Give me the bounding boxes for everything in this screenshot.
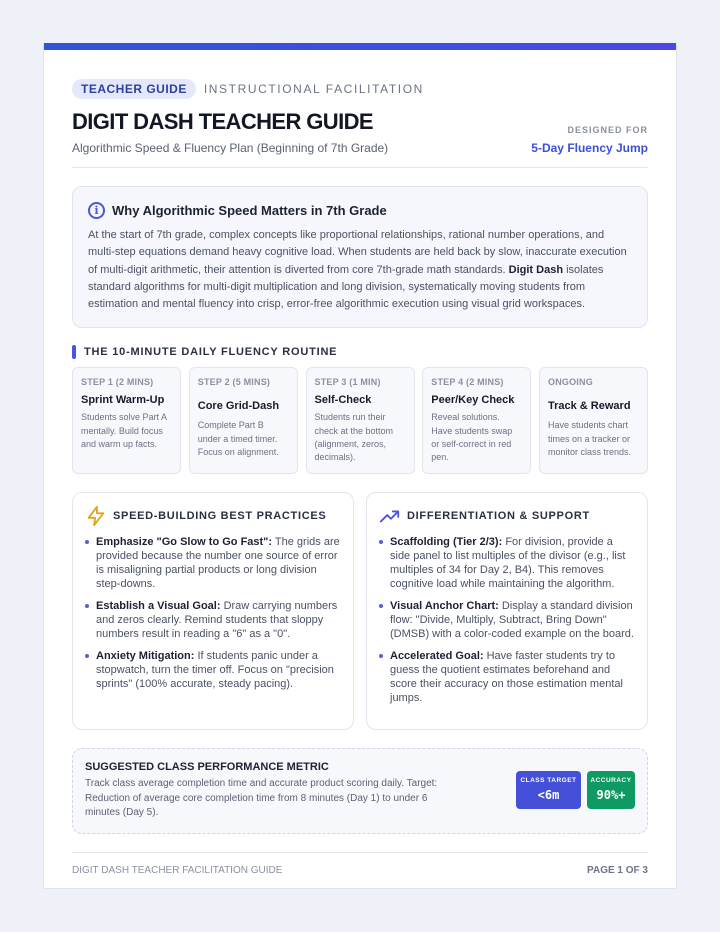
list-item (379, 649, 635, 705)
step-desc: Students run their check at the bottom (alignment, zeros, decimals). (314, 412, 394, 463)
step-card-3 (306, 367, 415, 474)
step-label: ONGOING (548, 377, 593, 388)
step-label: STEP 1 (2 MINS) (81, 377, 154, 388)
accuracy-label: ACCURACY (590, 777, 632, 785)
routine-title: THE 10-MINUTE DAILY FLUENCY ROUTINE (84, 346, 338, 359)
trending-up-icon (379, 505, 401, 527)
metric-title: SUGGESTED CLASS PERFORMANCE METRIC (85, 761, 329, 774)
metric-badges (516, 761, 635, 833)
step-desc: Have students chart times on a tracker or monitor class trends. (548, 420, 632, 458)
step-title: Sprint Warm-Up (81, 394, 165, 407)
list-item-text: For division, provide a side panel to list multiples of the divisor (e.g., list multiples of 34 for Day 2, B4). This removes cognitive load while maintaining the algorithm. (390, 536, 626, 591)
why-body-start: At the start of 7th grade, complex concepts like proportional relationships, rational number operations, and multi-step equations demand heavy cognitive load. When students are held back by slow, inaccurate execution of multi-digit arithmetic, their attention is diverted from core 7th-grade math standards. (88, 229, 627, 276)
accuracy-value: 90%+ (596, 788, 626, 803)
top-accent-bar (44, 43, 676, 50)
class-target-badge (516, 771, 581, 809)
why-body (88, 227, 632, 313)
step-card-1 (72, 367, 181, 474)
step-label: STEP 3 (1 MIN) (314, 377, 381, 388)
list-item-lead: Anxiety Mitigation: (96, 650, 195, 663)
tag-row (72, 79, 648, 99)
list-item-lead: Accelerated Goal: (390, 650, 484, 663)
best-practices-card (72, 492, 354, 730)
list-item-text: Draw carrying numbers and zeros clearly. Remind students that sloppy numbers result in reading a "6" as a "0". (96, 600, 338, 641)
accuracy-badge (587, 771, 635, 809)
list-item (85, 535, 341, 591)
page-subtitle: Algorithmic Speed & Fluency Plan (Beginning of 7th Grade) (72, 141, 389, 155)
page-number: PAGE 1 OF 3 (587, 865, 648, 877)
info-icon: i (88, 202, 105, 219)
step-card-2 (189, 367, 298, 474)
routine-steps (72, 367, 648, 474)
differentiation-list (379, 535, 635, 705)
teacher-guide-tag: TEACHER GUIDE (72, 79, 196, 99)
step-desc: Complete Part B under a timed timer. Focus on alignment. (197, 420, 279, 458)
step-card-4 (422, 367, 531, 474)
list-item-lead: Visual Anchor Chart: (390, 600, 499, 613)
list-item-lead: Scaffolding (Tier 2/3): (390, 536, 503, 549)
designed-for-value: 5-Day Fluency Jump (531, 141, 648, 155)
page (43, 43, 677, 889)
two-column-section (72, 492, 648, 730)
routine-header (72, 345, 648, 359)
step-label: STEP 2 (5 MINS) (197, 377, 271, 388)
footer-title: DIGIT DASH TEACHER FACILITATION GUIDE (72, 865, 283, 877)
list-item-text: The grids are provided because the number one source of error is misaligning partial products or long division step-downs. (96, 536, 340, 591)
page-footer (72, 852, 648, 876)
class-target-value: <6m (537, 788, 560, 803)
best-practices-header (85, 505, 341, 527)
performance-metric-box (72, 748, 648, 834)
step-title: Core Grid-Dash (197, 400, 280, 413)
step-label: STEP 4 (2 MINS) (431, 377, 504, 388)
differentiation-card (366, 492, 648, 730)
title-row (72, 109, 648, 168)
page-title: DIGIT DASH TEACHER GUIDE (72, 109, 373, 134)
list-item-text: Display a standard division flow: "Divide, Multiply, Subtract, Bring Down" (DMSB) with a color-coded example on the board. (390, 600, 634, 641)
step-desc: Reveal solutions. Have students swap or self-correct in red pen. (431, 412, 513, 463)
list-item (85, 649, 341, 691)
kicker: INSTRUCTIONAL FACILITATION (203, 82, 424, 96)
list-item-lead: Emphasize "Go Slow to Go Fast": (96, 536, 273, 549)
metric-body: Track class average completion time and accurate product scoring daily. Target: Reduction of average core completion time from 8 minutes (Day 1) to under 6 minutes (Day 5). (85, 778, 438, 819)
class-target-label: CLASS TARGET (520, 777, 577, 785)
section-accent-bar (72, 345, 76, 359)
step-desc: Students solve Part A mentally. Build focus and warm up facts. (81, 412, 167, 450)
best-practices-list (85, 535, 341, 691)
step-title: Self-Check (314, 394, 372, 407)
differentiation-title: DIFFERENTIATION & SUPPORT (407, 510, 590, 523)
designed-for-label: DESIGNED FOR (567, 125, 648, 135)
why-header (88, 202, 632, 219)
step-title: Track & Reward (548, 400, 631, 413)
best-practices-title: SPEED-BUILDING BEST PRACTICES (113, 510, 327, 523)
why-title: Why Algorithmic Speed Matters in 7th Grade (112, 203, 387, 218)
list-item-text: Have faster students try to guess the quotient estimates beforehand and score their accuracy on those estimation mental jumps. (390, 650, 623, 705)
designed-for (531, 125, 648, 155)
differentiation-header (379, 505, 635, 527)
list-item-text: If students panic under a stopwatch, turn the timer off. Focus on "precision sprints" (100% accurate, steady pacing). (96, 650, 334, 691)
list-item (85, 599, 341, 641)
step-card-5 (539, 367, 648, 474)
why-callout (72, 186, 648, 328)
lightning-icon (85, 505, 107, 527)
step-title: Peer/Key Check (431, 394, 515, 407)
list-item (379, 599, 635, 641)
list-item (379, 535, 635, 591)
list-item-lead: Establish a Visual Goal: (96, 600, 221, 613)
why-body-end: isolates standard algorithms for multi-digit multiplication and long division, systematically moving students from estimation and mental fluency into crisp, error-free algorithmic execution using visual grid workspaces. (88, 263, 604, 311)
why-body-emphasis: Digit Dash (508, 263, 564, 276)
